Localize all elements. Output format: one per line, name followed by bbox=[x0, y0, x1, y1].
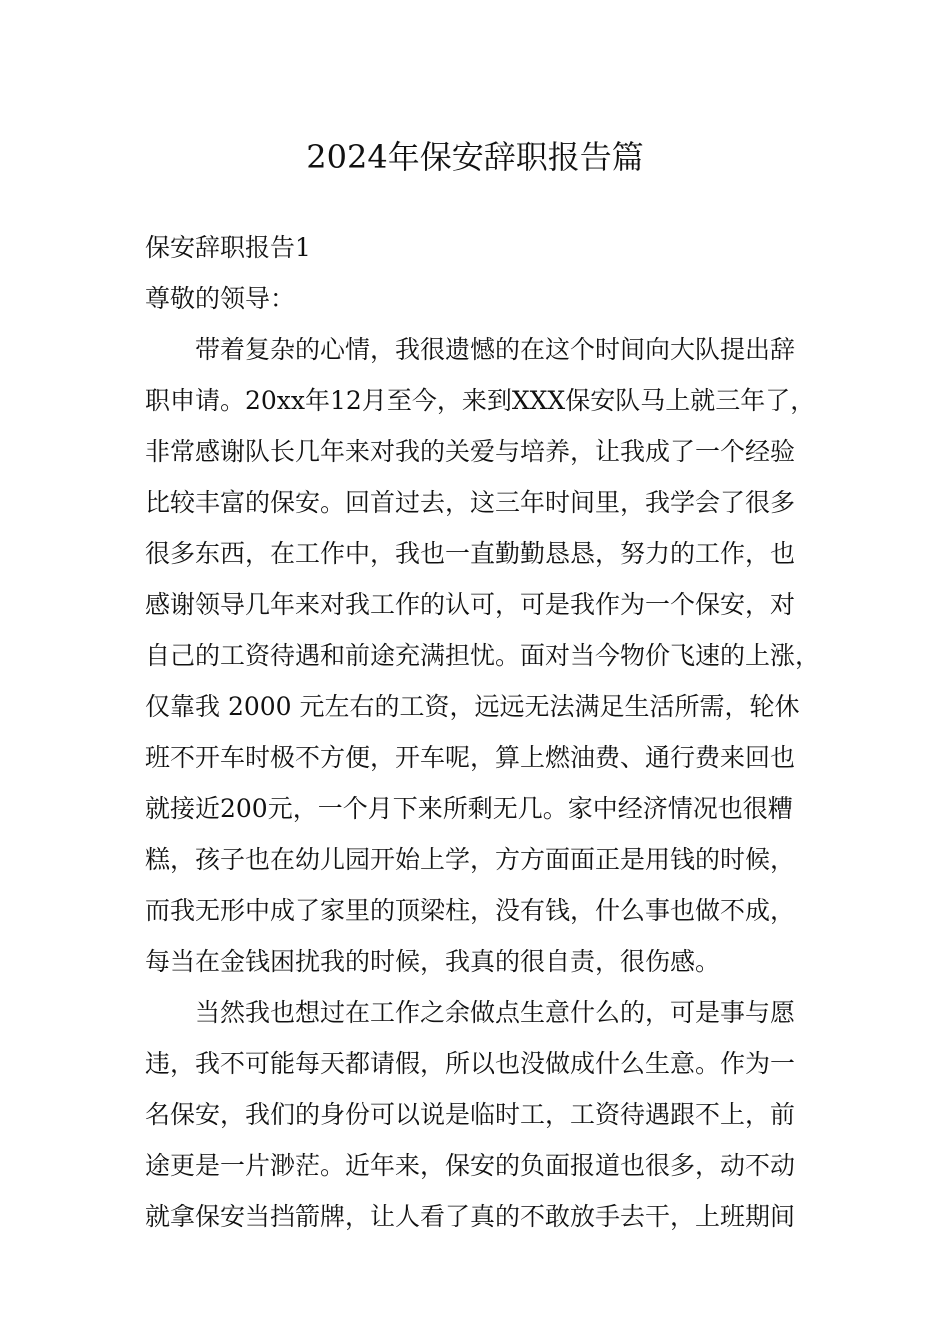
paragraph-line: 糕，孩子也在幼儿园开始上学，方方面面正是用钱的时候， bbox=[145, 845, 796, 874]
paragraph-line: 途更是一片渺茫。近年来，保安的负面报道也很多，动不动 bbox=[145, 1151, 796, 1180]
section-heading: 保安辞职报告1 bbox=[145, 233, 311, 262]
paragraph-line: 自己的工资待遇和前途充满担忧。面对当今物价飞速的上涨， bbox=[145, 641, 821, 670]
paragraph-line: 班不开车时极不方便，开车呢，算上燃油费、通行费来回也 bbox=[145, 743, 796, 772]
paragraph-line: 很多东西，在工作中，我也一直勤勤恳恳，努力的工作，也 bbox=[145, 539, 796, 568]
paragraph-line: 而我无形中成了家里的顶梁柱，没有钱，什么事也做不成， bbox=[145, 896, 796, 925]
paragraph-line: 带着复杂的心情，我很遗憾的在这个时间向大队提出辞 bbox=[195, 335, 796, 364]
paragraph-line: 每当在金钱困扰我的时候，我真的很自责，很伤感。 bbox=[145, 947, 721, 976]
salutation: 尊敬的领导： bbox=[145, 284, 296, 313]
document-title: 2024年保安辞职报告篇 bbox=[306, 138, 644, 176]
paragraph-line: 当然我也想过在工作之余做点生意什么的，可是事与愿 bbox=[195, 998, 796, 1027]
paragraph-line: 仅靠我 2000 元左右的工资，远远无法满足生活所需，轮休 bbox=[145, 692, 800, 721]
paragraph-line: 违，我不可能每天都请假，所以也没做成什么生意。作为一 bbox=[145, 1049, 796, 1078]
paragraph-line: 职申请。20xx年12月至今，来到XXX保安队马上就三年了， bbox=[145, 386, 816, 415]
paragraph-line: 就接近200元，一个月下来所剩无几。家中经济情况也很糟 bbox=[145, 794, 793, 823]
paragraph-line: 名保安，我们的身份可以说是临时工，工资待遇跟不上，前 bbox=[145, 1100, 796, 1129]
paragraph-line: 比较丰富的保安。回首过去，这三年时间里，我学会了很多 bbox=[145, 488, 796, 517]
paragraph-line: 就拿保安当挡箭牌，让人看了真的不敢放手去干，上班期间 bbox=[145, 1202, 796, 1231]
paragraph-line: 感谢领导几年来对我工作的认可，可是我作为一个保安，对 bbox=[145, 590, 796, 619]
paragraph-line: 非常感谢队长几年来对我的关爱与培养，让我成了一个经验 bbox=[145, 437, 796, 466]
